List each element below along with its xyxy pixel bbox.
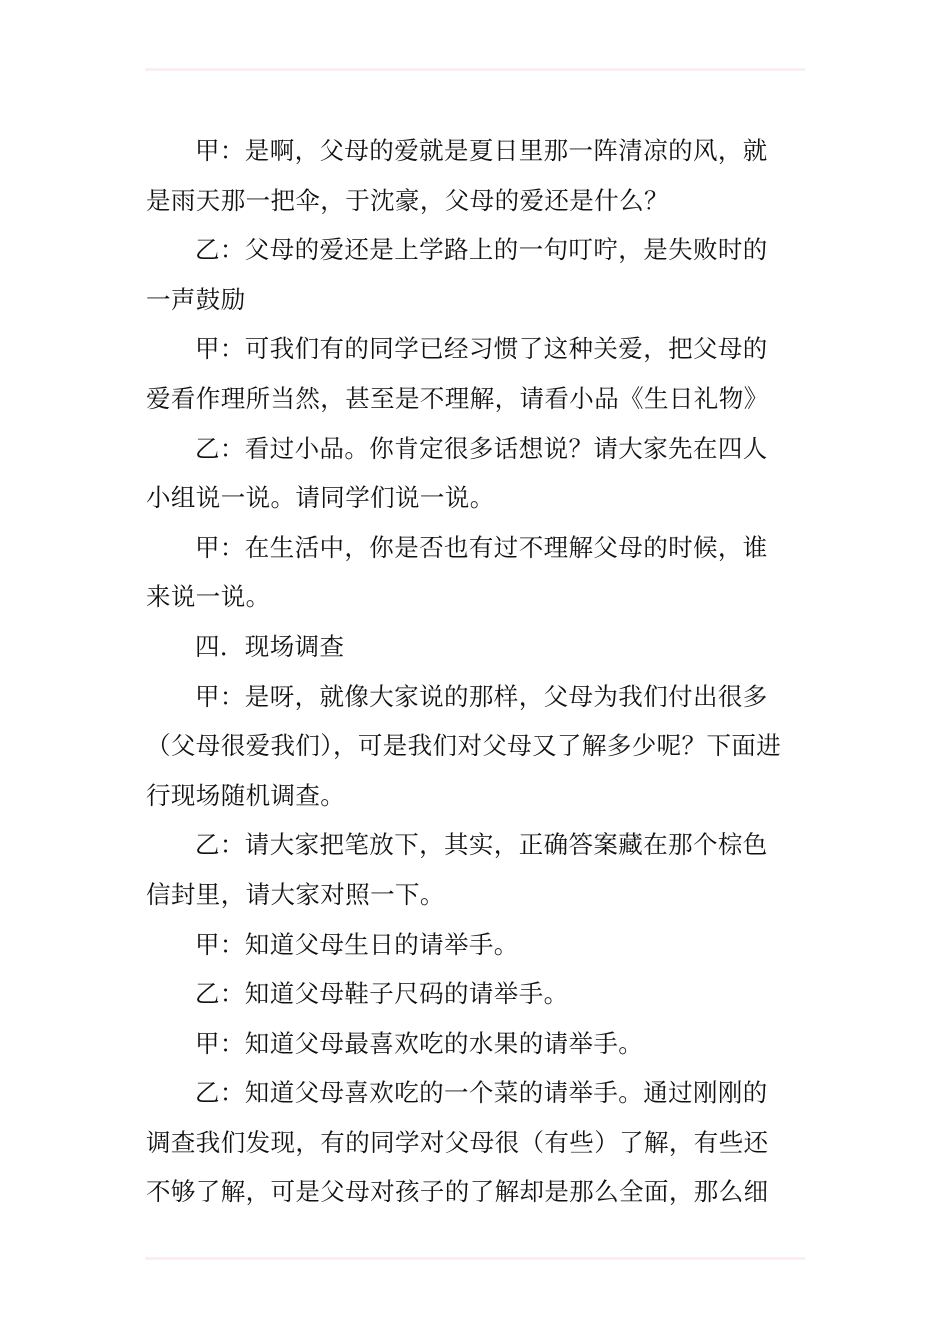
paragraph: 乙：知道父母鞋子尺码的请举手。 bbox=[195, 979, 569, 1009]
header-rule bbox=[145, 68, 805, 71]
section-heading: 四．现场调查 bbox=[195, 631, 345, 661]
paragraph: 乙：父母的爱还是上学路上的一句叮咛，是失败时的一声鼓励 bbox=[146, 235, 768, 314]
footer-rule bbox=[145, 1257, 805, 1260]
paragraph: 乙：请大家把笔放下，其实，正确答案藏在那个棕色信封里，请大家对照一下。 bbox=[146, 830, 768, 909]
paragraph: 甲：是啊，父母的爱就是夏日里那一阵清凉的风，就是雨天那一把伞，于沈豪，父母的爱还是什么？ bbox=[146, 136, 768, 215]
paragraph: 甲：知道父母生日的请举手。 bbox=[195, 929, 519, 959]
paragraph: 甲：可我们有的同学已经习惯了这种关爱，把父母的爱看作理所当然，甚至是不理解，请看小品《生日礼物》 bbox=[146, 334, 769, 413]
document-body bbox=[146, 126, 786, 1217]
paragraph: 甲：是呀，就像大家说的那样，父母为我们付出很多（父母很爱我们），可是我们对父母又了解多少呢？下面进行现场随机调查。 bbox=[146, 681, 782, 810]
paragraph: 甲：知道父母最喜欢吃的水果的请举手。 bbox=[195, 1028, 644, 1058]
paragraph: 乙：知道父母喜欢吃的一个菜的请举手。通过刚刚的调查我们发现，有的同学对父母很（有些）了解，有些还不够了解，可是父母对孩子的了解却是那么全面，那么细 bbox=[146, 1078, 769, 1207]
paragraph: 乙：看过小品。你肯定很多话想说？请大家先在四人小组说一说。请同学们说一说。 bbox=[146, 433, 768, 513]
paragraph: 甲：在生活中，你是否也有过不理解父母的时候，谁来说一说。 bbox=[146, 532, 768, 612]
